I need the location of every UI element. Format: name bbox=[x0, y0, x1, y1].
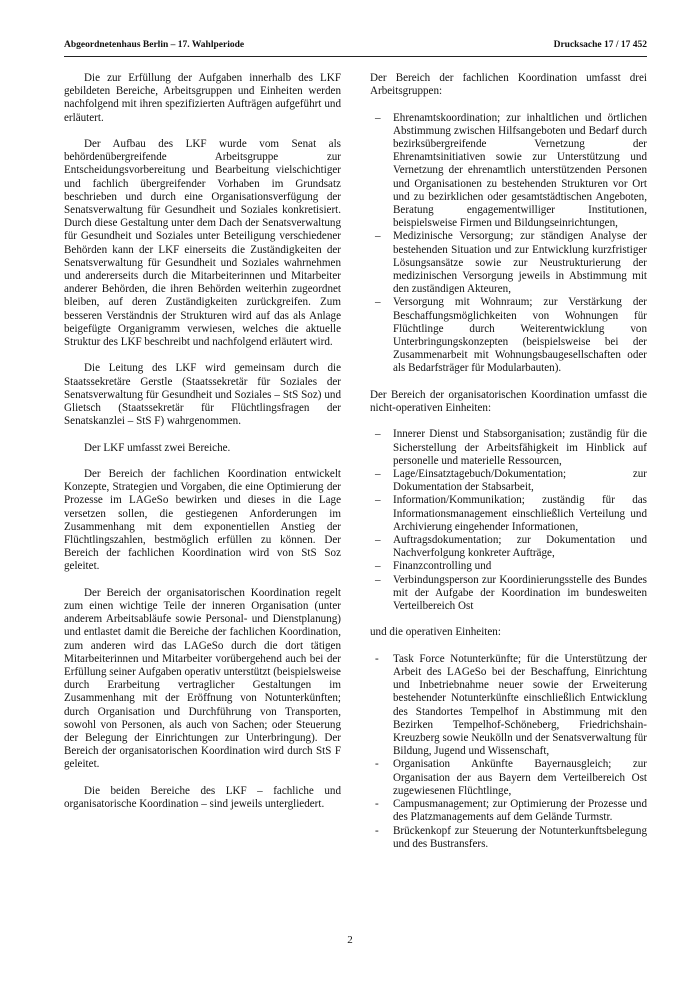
list-item: – Innerer Dienst und Stabsorganisation; zuständig für die Sicherstellung der Arbeitsfähigkeit im Hinblick auf personelle und materielle Ressourcen, bbox=[375, 428, 647, 467]
list-item: – Verbindungsperson zur Koordinierungsstelle des Bundes mit der Aufgabe der Koordination im bundesweiten Verteilbereich Ost bbox=[375, 573, 647, 613]
header-parliament: Abgeordnetenhaus Berlin – 17. Wahlperiode bbox=[64, 40, 245, 50]
list-item: – Lage/Einsatztagebuch/Dokumentation; zur Dokumentation der Stabsarbeit, bbox=[375, 468, 647, 494]
left-column bbox=[64, 72, 341, 824]
list-intro-organisatorisch: Der Bereich der organisatorischen Koordination umfasst die nicht-operativen Einheiten: bbox=[370, 388, 647, 415]
list-item: - Organisation Ankünfte Bayernausgleich; zur Organisation der aus Bayern dem Verteilbereich Ost zugewiesenen Flüchtlinge, bbox=[375, 758, 647, 797]
paragraph: Die beiden Bereiche des LKF – fachliche und organisatorische Koordination – sind jeweils untergliedert. bbox=[64, 784, 341, 811]
list-item: - Brückenkopf zur Steuerung der Notunterkunftsbelegung und des Bustransfers. bbox=[375, 824, 647, 850]
list-item: - Task Force Notunterkünfte; für die Unterstützung der Arbeit des LAGeSo bei der Beschaffung, Einrichtung und Inbetriebnahme neuer sowie der Erweiterung bestehender Notunterkünfte einschließlich Entwicklung des Standortes Tempelhof in Abstimmung mit den Bezirken Tempelhof-Schöneberg, Friedrichshain-Kreuzberg sowie Neukölln und der Senatsverwaltung für Bildung, Jugend und Wissenschaft, bbox=[375, 652, 647, 758]
paragraph: Die zur Erfüllung der Aufgaben innerhalb des LKF gebildeten Bereiche, Arbeitsgruppen und Einheiten werden nachfolgend mit ihren spezifizierten Aufträgen aufgeführt und erläutert. bbox=[64, 72, 341, 124]
list-item: – Finanzcontrolling und bbox=[375, 560, 492, 573]
right-column bbox=[370, 72, 647, 864]
list-item: - Campusmanagement; zur Optimierung der Prozesse und des Platzmanagements auf dem Gelände Turmstr. bbox=[375, 798, 647, 824]
list-fachliche-arbeitsgruppen bbox=[370, 112, 647, 376]
paragraph: Der Bereich der organisatorischen Koordination regelt zum einen wichtige Teile der inneren Organisation (unter anderem Arbeitsabläufe sowie Personal- und Dienstplanung) und entlastet damit die Bereiche der fachlichen Koordination, zum anderen wird das LAGeSo durch die dort tätigen Mitarbeiterinnen und Mitarbeiter vorübergehend auch bei der Erfüllung seiner Aufgaben operativ unterstützt (beispielsweise durch Erarbeitung vertraglicher Gestaltungen im Zusammenhang mit der Eröffnung von Notunterkünften; durch Organisation und Durchführung von Transporten, sowohl von Personen, als auch von Sachen; oder Steuerung der Belegung der Einrichtungen zur Unterbringung). Der Bereich der organisatorischen Koordination wird durch StS F geleitet. bbox=[64, 586, 341, 771]
list-item: – Medizinische Versorgung; zur ständigen Analyse der bestehenden Situation und zur Entwicklung kurzfristiger Lösungsansätze sowie zur Neustrukturierung der medizinischen Versorgung jeweils in Abstimmung mit den zuständigen Akteuren, bbox=[375, 230, 647, 296]
list-item: – Information/Kommunikation; zuständig für das Informationsmanagement einschließlich Verteilung und Archivierung eingehender Informationen, bbox=[375, 494, 647, 533]
list-item: – Auftragsdokumentation; zur Dokumentation und Nachverfolgung konkreter Aufträge, bbox=[375, 534, 647, 560]
page-number: 2 bbox=[347, 934, 353, 946]
paragraph: Die Leitung des LKF wird gemeinsam durch die Staatssekretäre Gerstle (Staatssekretär für Soziales der Senatsverwaltung für Gesundheit und Soziales – StS Soz) und Glietsch (Staatssekretär für Flüchtlingsfragen der Senatskanzlei – StS F) wahrgenommen. bbox=[64, 362, 341, 428]
paragraph: Der Aufbau des LKF wurde vom Senat als behördenübergreifende Arbeitsgruppe zur Entscheidungsvorbereitung und Bearbeitung vielschichtiger und fachlich übergreifender Vorhaben im Grundsatz beschrieben und durch eine Organisationsverfügung der Senatsverwaltung für Gesundheit und Soziales konkretisiert. Durch diese Gestaltung unter dem Dach der Senatsverwaltung für Gesundheit und Soziales unter Beteiligung verschiedener Behörden kann der LKF einerseits die Zuständigkeiten der Senatsverwaltung für Gesundheit und Soziales wahrnehmen und andererseits durch die Mitarbeiterinnen und Mitarbeiter anderer Behörden, die ihren Behörden weiterhin zugeordnet bleiben, auf deren Zuständigkeiten zurückgreifen. Zum besseren Verständnis der Strukturen wird auf das als Anlage beigefügte Organigramm verwiesen, welches die aktuelle Struktur des LKF beschreibt und nachfolgend erläutert wird. bbox=[64, 138, 341, 349]
list-intro-fachlich: Der Bereich der fachlichen Koordination umfasst drei Arbeitsgruppen: bbox=[370, 72, 647, 98]
list-item: – Versorgung mit Wohnraum; zur Verstärkung der Beschaffungsmöglichkeiten von Wohnungen für Flüchtlinge durch Weiterentwicklung von Unterbringungskonzepten (beispielsweise bei der Zusammenarbeit mit Wohnungsbaugesellschaften oder als Bedarfsträger für Modularbauten). bbox=[375, 296, 647, 375]
page-header bbox=[64, 40, 647, 57]
list-operative-einheiten bbox=[370, 653, 647, 851]
paragraph: Der Bereich der fachlichen Koordination entwickelt Konzepte, Strategien und Vorgaben, die eine Optimierung der Prozesse im LAGeSo bewirken und dieses in die Lage versetzen sollen, die gestiegenen Anforderungen im Zusammenhang mit dem exponentiellen Anstieg der Flüchtlingszahlen, bestmöglich erfüllen zu können. Der Bereich der fachlichen Koordination wird von StS Soz geleitet. bbox=[64, 468, 341, 573]
header-document-number: Drucksache 17 / 17 452 bbox=[553, 40, 647, 50]
paragraph: Der LKF umfasst zwei Bereiche. bbox=[84, 441, 231, 454]
list-intro-operativ: und die operativen Einheiten: bbox=[370, 626, 501, 639]
list-nicht-operative-einheiten bbox=[370, 428, 647, 613]
list-item: – Ehrenamtskoordination; zur inhaltlichen und örtlichen Abstimmung zwischen Hilfsangeboten und Bedarf durch bezirksübergreifende Vernetzung der Ehrenamtsinitiativen sowie zur Unterstützung und Vernetzung der ehrenamtlich unterstützenden Personen und Organisationen zu bestehenden Strukturen vor Ort und zu bezirklichen oder gesamtstädtischen Angeboten, Beratung engagementwilliger Institutionen, beispielsweise Firmen und Bildungseinrichtungen, bbox=[375, 111, 647, 230]
